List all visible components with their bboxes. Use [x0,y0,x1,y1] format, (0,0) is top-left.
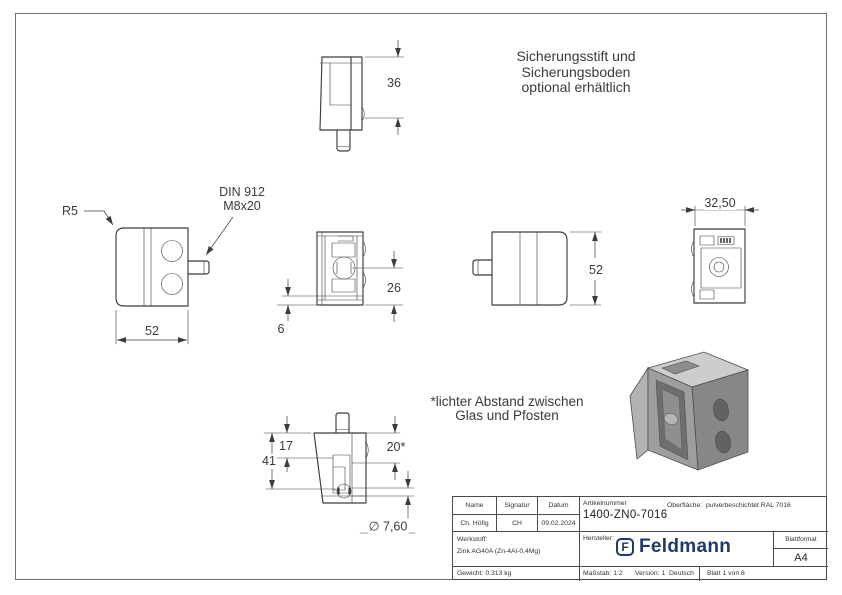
article-number-label: Artikelnummer [583,500,627,507]
sheet-format-value: A4 [794,551,808,564]
titleblock-signature-value: CH [512,519,522,527]
feldmann-logo-icon: F [616,538,634,556]
titleblock-date-value: 09.02.2024 [541,519,576,527]
material-label: Werkstoff: [457,536,488,543]
version-value: Version: 1 [635,570,666,577]
surface-label: Oberfläche: [667,502,703,509]
din-callout-line2: M8x20 [223,198,261,213]
titleblock-name-value: Ch. Höfig [460,519,489,527]
dim-plan-width-label: 32,50 [704,196,736,210]
weight-value: Gewicht: 0.313 kg [457,570,512,577]
titleblock-name-header: Name [465,502,484,509]
dim-section-lip-label: 6 [277,322,285,336]
dim-17-label: 17 [279,439,293,453]
titleblock-divider [699,566,700,581]
dim-top-height-label: 36 [387,76,401,90]
glass-gap-note-line1: *lichter Abstand zwischen [430,394,584,409]
isometric-3d-view [630,352,748,470]
titleblock-divider [453,566,828,567]
dim-41-label: 41 [262,454,276,468]
dim-section-depth-label: 26 [387,281,401,295]
din-screw-callout [213,186,271,213]
dim-side-height-label: 52 [589,263,603,277]
optional-note-line2: Sicherungsboden [521,63,631,80]
manufacturer-logo [616,536,731,558]
optional-parts-note [505,49,647,96]
brand-name: Feldmann [639,536,732,557]
bottom-profile-view [264,413,415,533]
surface-value: pulverbeschichtet RAL 7016 [706,502,791,509]
language-value: Deutsch [669,570,694,577]
title-block [452,496,827,580]
manufacturer-label: Hersteller: [583,535,614,542]
glass-gap-note-line2: Glas und Pfosten [455,408,559,423]
dim-glass-gap-label: 20* [386,440,406,454]
top-profile-view [320,40,404,151]
scale-value: Maßstab: 1:2 [583,570,623,577]
dim-front-width-label: 52 [145,324,159,338]
section-view [277,232,403,322]
glass-gap-note [418,395,596,423]
article-number-value: 1400-ZN0-7016 [583,509,668,521]
side-view [473,232,601,305]
optional-note-line3: optional erhältlich [521,79,631,95]
din-callout-line1: DIN 912 [219,185,265,199]
sheet-format-label: Blattformat [785,536,817,543]
sheet-number-value: Blatt 1 von 8 [707,570,745,577]
titleblock-divider [579,497,580,581]
material-value: Zink AG40A (Zn-4Al-0,4Mg) [457,548,541,555]
titleblock-signature-header: Signatur [504,502,530,509]
titleblock-divider [453,531,828,532]
titleblock-date-header: Datum [548,502,569,509]
radius-callout: R5 [62,204,78,218]
dim-pin-diameter-label: ∅ 7,60 [368,519,408,534]
optional-note-line1: Sicherungsstift und [516,48,636,64]
plan-view [681,206,759,303]
